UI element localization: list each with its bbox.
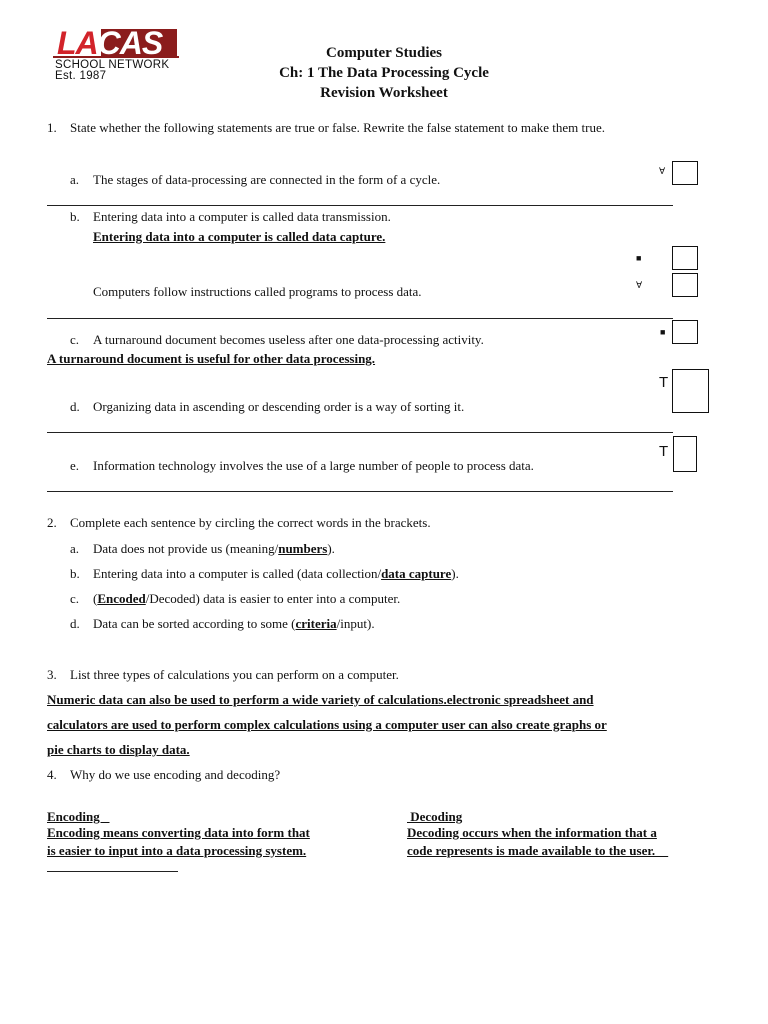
q1c-answer: A turnaround document is useful for other data processing.	[47, 351, 376, 366]
q2a-sentence	[93, 541, 335, 557]
encoding-answer-line-2: is easier to input into a data processing system.	[47, 843, 307, 858]
q1b-statement: Entering data into a computer is called data transmission.	[93, 209, 391, 224]
q1e-mark: T	[659, 443, 669, 460]
logo-letters-red: LA	[57, 25, 98, 61]
q2a-after: ).	[327, 541, 335, 556]
encoding-heading: Encoding	[47, 809, 110, 824]
q2d-sentence	[93, 616, 375, 632]
q1d-mark: T	[659, 374, 669, 391]
logo-network: SCHOOL NETWORK	[55, 59, 170, 71]
logo-letters-white: CAS	[97, 25, 163, 61]
q2a-circled-word: numbers	[278, 541, 328, 556]
q4-prompt: Why do we use encoding and decoding?	[70, 767, 281, 782]
q3-answer-line-1: Numeric data can also be used to perform a wide variety of calculations.electronic spreadsheet and	[47, 692, 594, 707]
encoding-answer-line-1: Encoding means converting data into form that	[47, 825, 310, 840]
q1b-answer-line	[47, 318, 673, 319]
subject-title: Computer Studies	[326, 45, 442, 61]
encoding-answer-line	[47, 871, 178, 872]
q2b-after: ).	[451, 566, 459, 581]
q2b-letter: b.	[70, 566, 80, 581]
q2d-after: /input).	[336, 616, 375, 631]
q2b-before: Entering data into a computer is called (data collection/	[93, 566, 382, 581]
q1a-answer-line	[47, 205, 673, 206]
q2a-before: Data does not provide us (meaning/	[93, 541, 279, 556]
q1e-statement: Information technology involves the use of a large number of people to process data.	[93, 458, 534, 473]
checkbox-marker: ■	[660, 327, 666, 337]
q1a-letter: a.	[70, 172, 80, 187]
q2c-before: (	[93, 591, 98, 606]
q1a-answer-box[interactable]	[672, 161, 698, 185]
q2c-letter: c.	[70, 591, 80, 606]
q1b-answer: Entering data into a computer is called data capture.	[93, 229, 386, 244]
logo-established: Est. 1987	[55, 70, 107, 82]
q2c-after: /Decoded) data is easier to enter into a computer.	[145, 591, 401, 606]
worksheet-title: Revision Worksheet	[320, 85, 448, 101]
q1c-statement: A turnaround document becomes useless after one data-processing activity.	[93, 332, 484, 347]
q3-prompt: List three types of calculations you can perform on a computer.	[70, 667, 399, 682]
q2b-circled-word: data capture	[381, 566, 452, 581]
q3-answer-line-2: calculators are used to perform complex calculations using a computer user can also create graphs or	[47, 717, 607, 732]
q1c-answer-box[interactable]	[672, 320, 698, 344]
q2d-circled-word: criteria	[295, 616, 337, 631]
q2b-sentence	[93, 566, 459, 582]
checkbox-marker: ∀	[659, 166, 666, 176]
q3-answer-line-3: pie charts to display data.	[47, 742, 190, 757]
q3-number: 3.	[47, 667, 57, 682]
q1e-answer-box[interactable]	[673, 436, 697, 472]
q2c-circled-word: Encoded	[97, 591, 146, 606]
q1b-letter: b.	[70, 209, 80, 224]
decoding-answer-line-2: code represents is made available to the user.	[407, 843, 669, 858]
q1c-letter: c.	[70, 332, 80, 347]
q1-extra-answer-box[interactable]	[672, 273, 698, 297]
q4-number: 4.	[47, 767, 57, 782]
q2-prompt: Complete each sentence by circling the correct words in the brackets.	[70, 515, 431, 530]
q2d-before: Data can be sorted according to some (	[93, 616, 296, 631]
q2c-sentence	[93, 591, 400, 607]
q1d-answer-line	[47, 432, 673, 433]
decoding-answer-line-1: Decoding occurs when the information that a	[407, 825, 657, 840]
q1-number: 1.	[47, 120, 57, 135]
q2-number: 2.	[47, 515, 57, 530]
q2a-letter: a.	[70, 541, 80, 556]
q1d-statement: Organizing data in ascending or descending order is a way of sorting it.	[93, 399, 465, 414]
decoding-heading: Decoding	[407, 809, 463, 824]
q1a-statement: The stages of data-processing are connected in the form of a cycle.	[93, 172, 441, 187]
q2d-letter: d.	[70, 616, 80, 631]
q1-extra-statement: Computers follow instructions called programs to process data.	[93, 284, 422, 299]
checkbox-marker: ∀	[636, 280, 643, 290]
q1e-letter: e.	[70, 458, 80, 473]
chapter-title: Ch: 1 The Data Processing Cycle	[279, 65, 489, 81]
q1d-letter: d.	[70, 399, 80, 414]
q1d-answer-box[interactable]	[672, 369, 709, 413]
q1-prompt: State whether the following statements are true or false. Rewrite the false statement to make them true.	[70, 120, 605, 135]
q1b-answer-box[interactable]	[672, 246, 698, 270]
q1e-answer-line	[47, 491, 673, 492]
checkbox-marker: ■	[636, 253, 642, 263]
